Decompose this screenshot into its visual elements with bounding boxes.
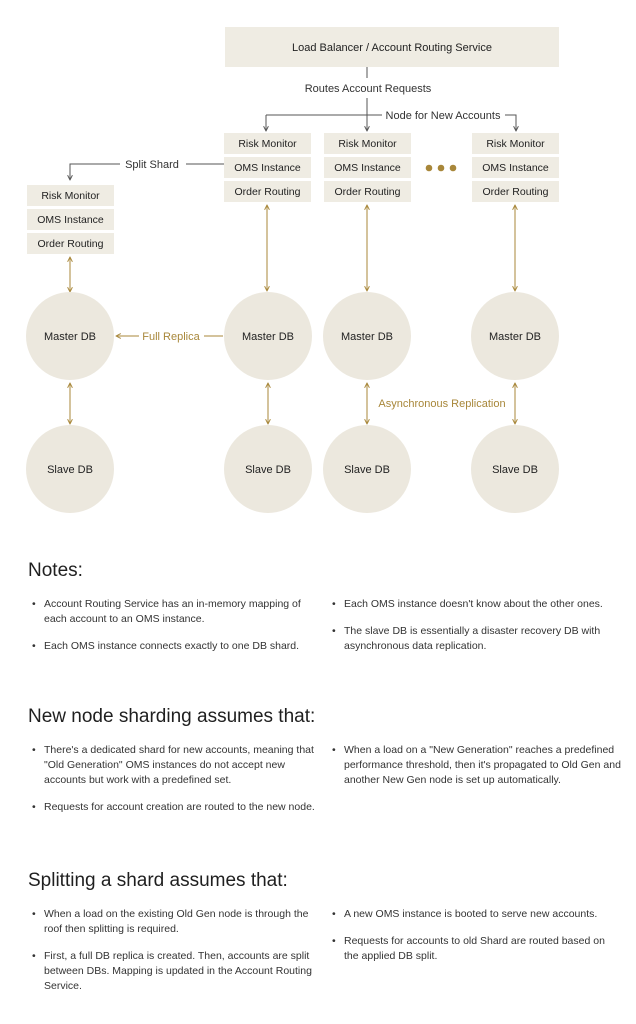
- notes-bullets: [32, 597, 622, 666]
- list-item: • First, a full DB replica is created. Then, accounts are split between DBs. Mapping is updated in the Account Routing Service.: [32, 949, 322, 994]
- routes-arrow-new-node: [505, 115, 516, 131]
- new-node-label: Node for New Accounts: [385, 110, 501, 122]
- risk-monitor-label: Risk Monitor: [338, 138, 397, 150]
- oms-instance-label: OMS Instance: [37, 214, 104, 226]
- order-routing-label: Order Routing: [37, 238, 104, 250]
- list-item: • The slave DB is essentially a disaster recovery DB with asynchronous data replication.: [332, 624, 622, 654]
- risk-monitor-label: Risk Monitor: [238, 138, 297, 150]
- list-item: • Account Routing Service has an in-memory mapping of each account to an OMS instance.: [32, 597, 322, 627]
- order-routing-label: Order Routing: [234, 186, 301, 198]
- slave-db-label: Slave DB: [245, 464, 291, 476]
- list-item: • A new OMS instance is booted to serve new accounts.: [332, 907, 622, 922]
- notes-right-column: [332, 597, 622, 666]
- shard-1: [224, 133, 311, 202]
- ellipsis-dot: [438, 165, 445, 172]
- risk-monitor-label: Risk Monitor: [486, 138, 545, 150]
- ellipsis-dot: [426, 165, 433, 172]
- list-item: • Requests for account creation are routed to the new node.: [32, 800, 322, 815]
- master-db-label: Master DB: [341, 331, 393, 343]
- oms-instance-label: OMS Instance: [334, 162, 401, 174]
- slave-db-label: Slave DB: [492, 464, 538, 476]
- splitting-right-column: [332, 907, 622, 1006]
- list-item: • There's a dedicated shard for new accounts, meaning that "Old Generation" OMS instances do not accept new accounts but work with a predefined set.: [32, 743, 322, 788]
- splitting-bullets: [32, 907, 622, 1006]
- load-balancer-label: Load Balancer / Account Routing Service: [292, 42, 492, 54]
- notes-left-column: [32, 597, 322, 666]
- order-routing-label: Order Routing: [334, 186, 401, 198]
- routes-label: Routes Account Requests: [304, 83, 432, 95]
- list-item: • Each OMS instance doesn't know about the other ones.: [332, 597, 622, 612]
- ellipsis: [426, 165, 457, 172]
- order-routing-label: Order Routing: [482, 186, 549, 198]
- list-item: • When a load on a "New Generation" reaches a predefined performance threshold, then it's propagated to Old Gen and another New Gen node is set up automatically.: [332, 743, 622, 788]
- new-node-left-column: [32, 743, 322, 827]
- master-db-label: Master DB: [44, 331, 96, 343]
- split-shard-label: Split Shard: [125, 159, 179, 171]
- oms-instance-label: OMS Instance: [234, 162, 301, 174]
- oms-instance-label: OMS Instance: [482, 162, 549, 174]
- list-item: • When a load on the existing Old Gen node is through the roof then splitting is required.: [32, 907, 322, 937]
- slave-db-label: Slave DB: [344, 464, 390, 476]
- notes-title: Notes:: [28, 560, 83, 581]
- splitting-left-column: [32, 907, 322, 1006]
- shard-split: [27, 185, 114, 254]
- risk-monitor-label: Risk Monitor: [41, 190, 100, 202]
- split-arrow: [70, 164, 120, 180]
- new-node-right-column: [332, 743, 622, 827]
- full-replica-label: Full Replica: [142, 331, 200, 343]
- new-node-bullets: [32, 743, 622, 827]
- list-item: • Requests for accounts to old Shard are routed based on the applied DB split.: [332, 934, 622, 964]
- ellipsis-dot: [450, 165, 457, 172]
- shard-2: [324, 133, 411, 202]
- shard-new: [472, 133, 559, 202]
- slave-db-label: Slave DB: [47, 464, 93, 476]
- splitting-title: Splitting a shard assumes that:: [28, 870, 288, 891]
- master-db-label: Master DB: [242, 331, 294, 343]
- new-node-title: New node sharding assumes that:: [28, 706, 316, 727]
- async-replication-label: Asynchronous Replication: [378, 398, 506, 410]
- master-db-label: Master DB: [489, 331, 541, 343]
- list-item: • Each OMS instance connects exactly to one DB shard.: [32, 639, 322, 654]
